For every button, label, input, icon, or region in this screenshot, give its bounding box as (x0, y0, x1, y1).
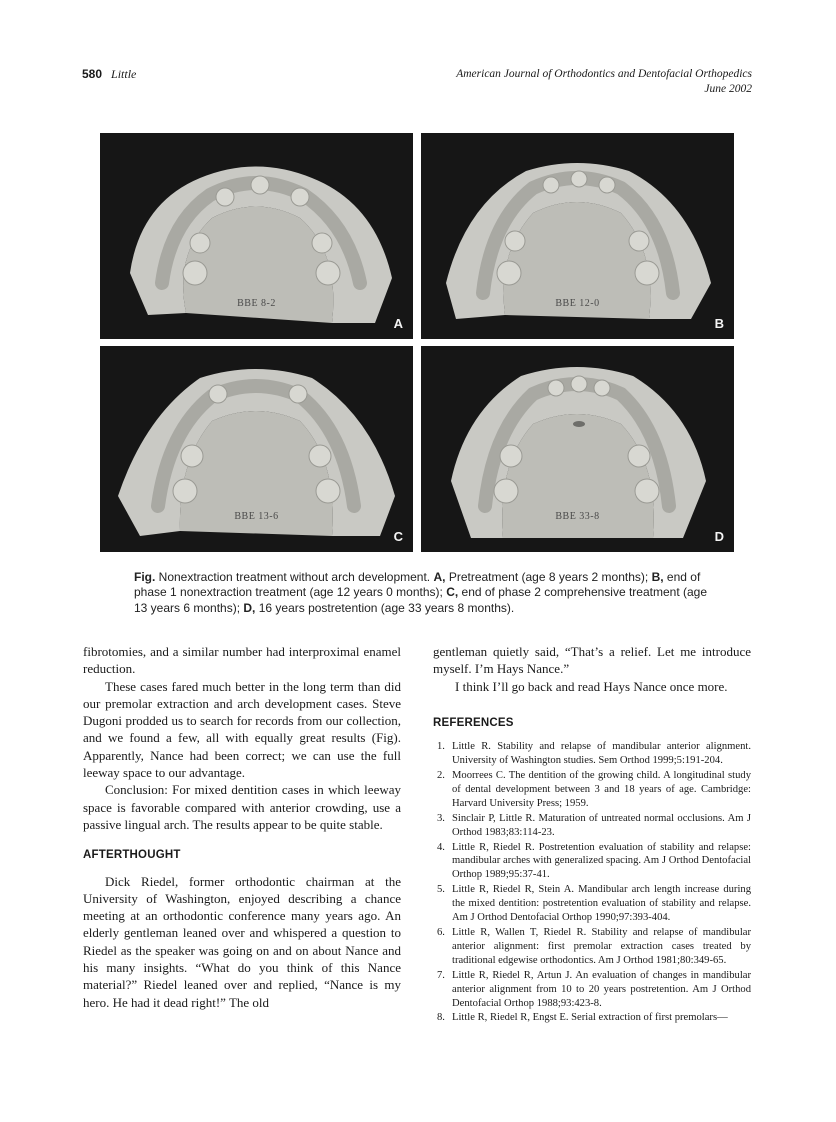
reference-item: 6. Little R, Wallen T, Riedel R. Stability and relapse of mandibular anterior alignment: first premolar extraction cases treated by traditional edgewise orthodontics. Am J Orthod 1981;80:349-65. (437, 926, 751, 966)
left-column (83, 643, 401, 1011)
caption-text: Nonextraction treatment without arch development. (155, 570, 434, 584)
figure-caption (134, 570, 712, 616)
reference-item: 3. Sinclair P, Little R. Maturation of untreated normal occlusions. Am J Orthod 1983;83:114-23. (437, 812, 751, 838)
cast-label: BBE 8-2 (237, 298, 276, 309)
afterthought-heading: AFTERTHOUGHT (83, 849, 181, 862)
reference-item: 5. Little R, Riedel R, Stein A. Mandibular arch length increase during the mixed dentition: postretention evaluation of stability and relapse. Am J Orthod Dentofacial Orthop 1990;97:393-404. (437, 884, 751, 924)
reference-item: 2. Moorrees C. The dentition of the growing child. A longitudinal study of dental development between 3 and 18 years of age. Cambridge: Harvard University Press; 1959. (437, 770, 751, 809)
paragraph: Conclusion: For mixed dentition cases in which leeway space is favorable compared with anterior crowding, use a passive lingual arch. The results appear to be quite stable. (83, 782, 401, 832)
cast-label: BBE 12-0 (555, 298, 600, 309)
panel-letter: B (714, 316, 724, 331)
running-header-right (456, 67, 752, 97)
figure-panel-b (421, 133, 734, 339)
paragraph: These cases fared much better in the long term than did our premolar extraction and arch development cases. Steve Dugoni prodded us to search for records from our collection, and we found a few, all with equally great results (Fig). Apparently, Nance had been correct; we can use the full leeway space to our advantage. (83, 678, 401, 781)
right-column (433, 643, 751, 1026)
cast-label: BBE 13-6 (234, 511, 279, 522)
paragraph: Dick Riedel, former orthodontic chairman at the University of Washington, enjoyed describing a chance meeting at an orthodontic conference many years ago. An elderly gentleman leaned over and whispered a question to Riedel as the speaker was going on and on about Nance and his many insights. “What do you think of this Nance material?” Riedel leaned over and replied, “Nance is my hero. He had it dead right!” The old (83, 873, 401, 1010)
caption-label-b: B, (651, 570, 664, 584)
caption-label-d: D, (243, 600, 256, 615)
figure-panel-c (100, 346, 413, 552)
running-header-left (82, 67, 136, 82)
caption-fig-label: Fig. (134, 570, 156, 584)
panel-letter: D (714, 529, 724, 544)
paragraph: gentleman quietly said, “That’s a relief. Let me introduce myself. I’m Hays Nance.” (433, 644, 751, 677)
reference-list (433, 740, 751, 1025)
panel-letter: A (393, 316, 403, 331)
figure-panel-a (100, 133, 413, 339)
figure (100, 133, 734, 552)
caption-text: end of phase 2 comprehensive treatment (age 13 years 6 months); (134, 585, 708, 615)
journal-title: American Journal of Orthodontics and Dentofacial Orthopedics (456, 68, 752, 80)
reference-item: 7. Little R, Riedel R, Artun J. An evaluation of changes in mandibular anterior alignment from 10 to 20 years postretention. Am J Orthod Dentofacial Orthop 1988;93:423-8. (437, 969, 751, 1009)
figure-panel-d (421, 346, 734, 552)
references-heading: REFERENCES (433, 716, 514, 729)
issue-date: June 2002 (704, 83, 752, 95)
reference-item: 4. Little R, Riedel R. Postretention evaluation of stability and relapse: mandibular arches with generalized spacing. Am J Orthod Dentofacial Orthop 1989;95:37-41. (437, 841, 751, 881)
reference-item: 1. Little R. Stability and relapse of mandibular anterior alignment. University of Washington studies. Sem Orthod 1999;5:191-204. (437, 741, 751, 767)
reference-item: 8. Little R, Riedel R, Engst E. Serial extraction of first premolars— (437, 1012, 728, 1024)
running-author: Little (111, 67, 137, 81)
page-number: 580 (82, 67, 103, 81)
panel-letter: C (393, 529, 403, 544)
cast-label: BBE 33-8 (555, 511, 600, 522)
caption-text: end of phase 1 nonextraction treatment (age 12 years 0 months); (134, 570, 701, 600)
caption-label-a: A, (433, 570, 446, 584)
caption-text: Pretreatment (age 8 years 2 months); (445, 570, 652, 584)
paragraph: I think I’ll go back and read Hays Nance once more. (455, 678, 728, 694)
caption-text: 16 years postretention (age 33 years 8 months). (255, 600, 515, 615)
caption-label-c: C, (446, 585, 459, 600)
paragraph: fibrotomies, and a similar number had interproximal enamel reduction. (83, 644, 401, 677)
